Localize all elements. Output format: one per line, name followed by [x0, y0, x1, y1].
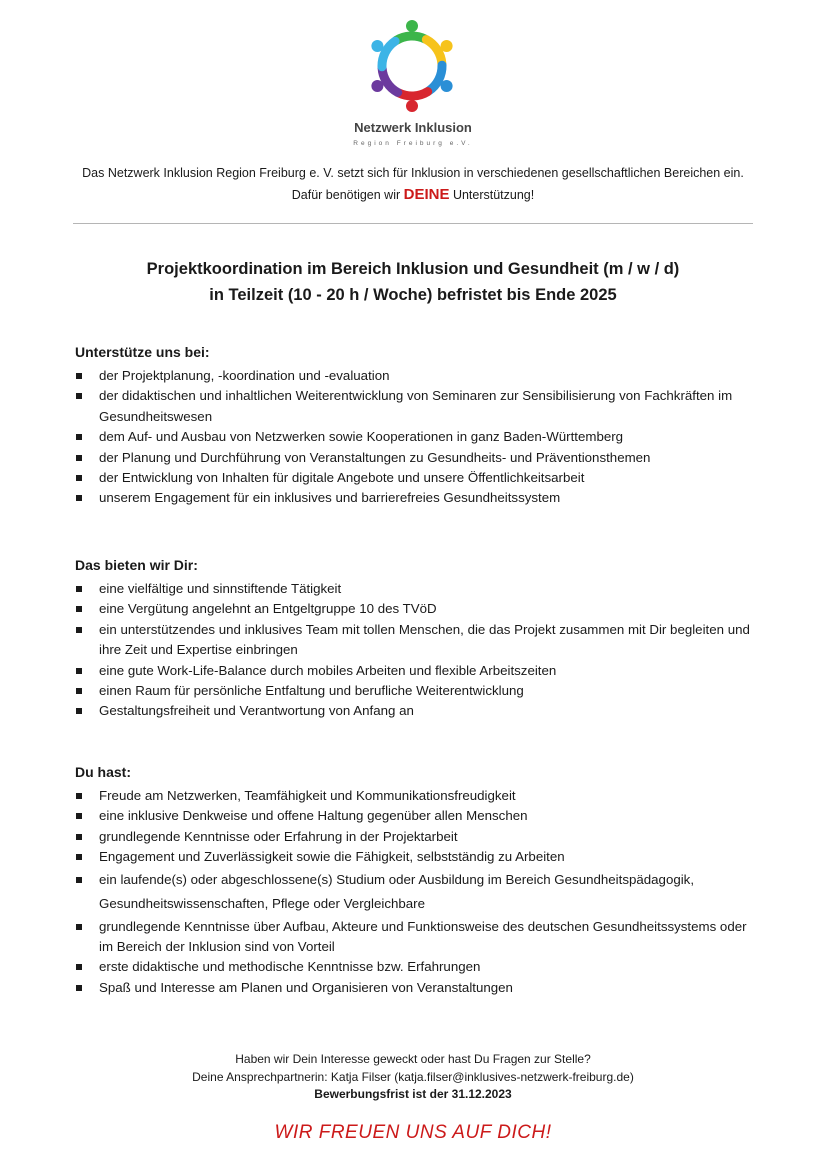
list-item: unserem Engagement für ein inklusives und barrierefreies Gesundheitssystem	[75, 488, 755, 508]
bullet-list	[75, 366, 755, 509]
list-item: grundlegende Kenntnisse über Aufbau, Akteure und Funktionsweise des deutschen Gesundheitssystems oder im Bereich der Inklusion sind von Vorteil	[75, 917, 755, 958]
section-heading: Das bieten wir Dir:	[75, 557, 198, 573]
list-item: der didaktischen und inhaltlichen Weiterentwicklung von Seminaren zur Sensibilisierung von Fachkräften im Gesundheitswesen	[75, 386, 755, 427]
logo-person-figure	[396, 20, 425, 40]
list-item: der Planung und Durchführung von Veranstaltungen zu Gesundheits- und Präventionsthemen	[75, 448, 755, 468]
list-item: der Projektplanung, -koordination und -evaluation	[75, 366, 755, 386]
list-item: erste didaktische und methodische Kenntnisse bzw. Erfahrungen	[75, 957, 755, 977]
divider	[73, 223, 753, 224]
section-offer	[75, 555, 755, 722]
section-support	[75, 342, 755, 509]
application-deadline: Bewerbungsfrist ist der 31.12.2023	[314, 1087, 512, 1101]
list-item: ein unterstützendes und inklusives Team mit tollen Menschen, die das Projekt zusammen mit Dir begleiten und ihre Zeit und Expertise einbringen	[75, 620, 755, 661]
list-item: eine vielfältige und sinnstiftende Tätigkeit	[75, 579, 755, 599]
list-item: Spaß und Interesse am Planen und Organisieren von Veranstaltungen	[75, 978, 755, 998]
contact-person: Deine Ansprechpartnerin: Katja Filser (katja.filser@inklusives-netzwerk-freiburg.de)	[192, 1069, 634, 1084]
list-item: Freude am Netzwerken, Teamfähigkeit und Kommunikationsfreudigkeit	[75, 786, 755, 806]
list-item: einen Raum für persönliche Entfaltung und berufliche Weiterentwicklung	[75, 681, 755, 701]
contact-question: Haben wir Dein Interesse geweckt oder hast Du Fragen zur Stelle?	[235, 1052, 591, 1066]
section-heading: Unterstütze uns bei:	[75, 344, 210, 360]
section-requirements	[75, 762, 755, 998]
logo-person-figure	[399, 92, 428, 112]
job-title	[60, 256, 766, 308]
bullet-list	[75, 579, 755, 722]
list-item: Gestaltungsfreiheit und Verantwortung von Anfang an	[75, 701, 755, 721]
people-circle-logo-icon	[362, 16, 462, 112]
list-item: eine inklusive Denkweise und offene Haltung gegenüber allen Menschen	[75, 806, 755, 826]
list-item: ein laufende(s) oder abgeschlossene(s) Studium oder Ausbildung im Bereich Gesundheitspädagogik, Gesundheitswissenschaften, Pflege oder Vergleichbare	[75, 868, 755, 917]
section-heading: Du hast:	[75, 764, 131, 780]
logo-person-figure	[371, 40, 395, 67]
list-item: Engagement und Zuverlässigkeit sowie die Fähigkeit, selbstständig zu Arbeiten	[75, 847, 755, 867]
bullet-list	[75, 786, 755, 998]
logo-person-figure	[371, 68, 397, 92]
org-subline: Region Freiburg e.V.	[353, 140, 473, 147]
closing-slogan: WIR FREUEN UNS AUF DICH!	[274, 1122, 552, 1143]
logo-person-figure	[426, 40, 452, 64]
job-title-line-1: Projektkoordination im Bereich Inklusion und Gesundheit (m / w / d)	[146, 260, 680, 278]
job-title-line-2: in Teilzeit (10 - 20 h / Woche) befristet bis Ende 2025	[209, 286, 617, 304]
list-item: der Entwicklung von Inhalten für digitale Angebote und unsere Öffentlichkeitsarbeit	[75, 468, 755, 488]
intro-text	[80, 162, 746, 206]
org-name: Netzwerk Inklusion	[354, 120, 472, 135]
contact-block	[0, 1051, 826, 1104]
intro-highlight: DEINE	[403, 186, 450, 203]
intro-text-after: Unterstützung!	[449, 188, 535, 202]
logo-person-figure	[429, 65, 453, 92]
list-item: dem Auf- und Ausbau von Netzwerken sowie Kooperationen in ganz Baden-Württemberg	[75, 427, 755, 447]
list-item: grundlegende Kenntnisse oder Erfahrung in der Projektarbeit	[75, 827, 755, 847]
intro-text-before: Das Netzwerk Inklusion Region Freiburg e. V. setzt sich für Inklusion in verschiedenen gesellschaftlichen Bereichen ein. Dafür benötigen wir	[82, 166, 744, 202]
list-item: eine gute Work-Life-Balance durch mobiles Arbeiten und flexible Arbeitszeiten	[75, 661, 755, 681]
list-item: eine Vergütung angelehnt an Entgeltgruppe 10 des TVöD	[75, 599, 755, 619]
